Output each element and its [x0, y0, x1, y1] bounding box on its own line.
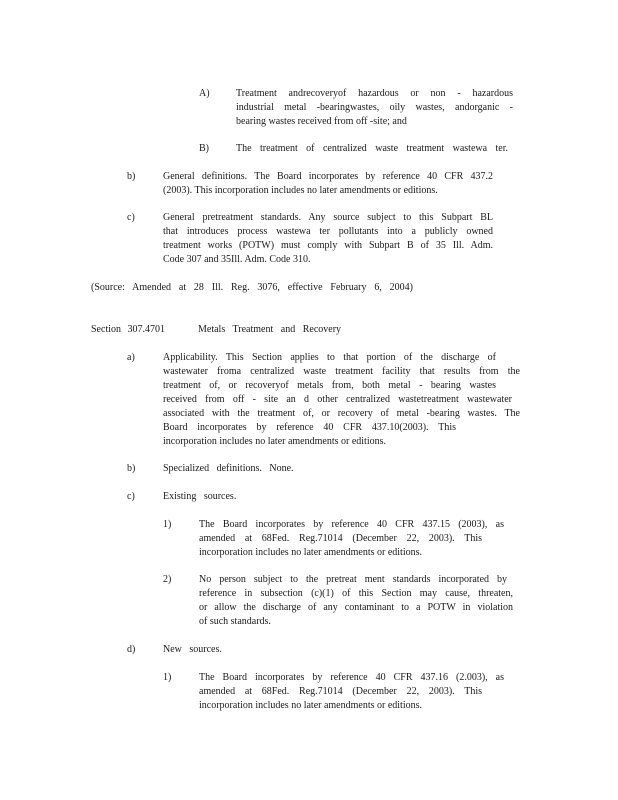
- text-line: incorporation includes no later amendments or editions.: [163, 436, 386, 447]
- text-line: amended at 68Fed. Reg.71014 (December 22, 2003). This: [199, 686, 482, 697]
- text-line: or allow the discharge of any contaminant to a POTW in violation: [199, 602, 513, 613]
- text-line: treatment works (POTW) must comply with Subpart B of 35 Ill. Adm.: [163, 240, 493, 251]
- paragraph-text-d1: [199, 671, 504, 713]
- item-label-A: A): [199, 88, 210, 99]
- subsection-label-d: d): [127, 644, 136, 655]
- subsection-label-b: b): [127, 463, 136, 474]
- section-title: Metals Treatment and Recovery: [198, 324, 342, 335]
- text-line: New sources.: [163, 644, 222, 655]
- text-line: bearing wastes received from off -site; and: [236, 116, 407, 127]
- text-line: of such standards.: [199, 616, 271, 627]
- text-line: wastewater froma centralized waste treatment facility that results from the: [163, 366, 520, 377]
- text-line: Specialized definitions. None.: [163, 463, 294, 474]
- section-number: Section 307.4701: [91, 324, 165, 335]
- subsection-label-c: c): [127, 491, 135, 502]
- subsection-text-d: [163, 643, 222, 657]
- text-line: received from off - site an d other centralized wastetreatment wastewater: [163, 394, 512, 405]
- subsection-text-c: [163, 490, 236, 504]
- text-line: incorporation includes no later amendments or editions.: [199, 547, 422, 558]
- text-line: treatment of, or recoveryof metals from, both metal - bearing wastes: [163, 380, 496, 391]
- text-line: Treatment andrecoveryof hazardous or non - hazardous: [236, 88, 513, 99]
- item-text-B: [236, 142, 508, 156]
- text-line: No person subject to the pretreat ment standards incorporated by: [199, 574, 507, 585]
- text-line: Board incorporates by reference 40 CFR 437.10(2003). This: [163, 422, 456, 433]
- subsection-text-b: [163, 462, 294, 476]
- item-label-c: c): [127, 212, 135, 223]
- item-text-c: [163, 211, 493, 267]
- paragraph-text-c2: [199, 573, 513, 629]
- item-text-b: [163, 170, 493, 198]
- text-line: Applicability. This Section applies to that portion of the discharge of: [163, 352, 496, 363]
- item-label-b: b): [127, 171, 136, 182]
- text-line: General definitions. The Board incorporates by reference 40 CFR 437.2: [163, 171, 493, 182]
- paragraph-label-d1: 1): [163, 672, 172, 683]
- text-line: Existing sources.: [163, 491, 237, 502]
- text-line: that introduces process wastewa ter pollutants into a publicly owned: [163, 226, 493, 237]
- subsection-label-a: a): [127, 352, 135, 363]
- paragraph-label-c2: 2): [163, 574, 172, 585]
- source-note-text: (Source: Amended at 28 Ill. Reg. 3076, effective February 6, 2004): [91, 282, 413, 293]
- text-line: The Board incorporates by reference 40 CFR 437.15 (2003), as: [199, 519, 504, 530]
- text-line: amended at 68Fed. Reg.71014 (December 22, 2003). This: [199, 533, 482, 544]
- text-line: industrial metal -bearingwastes, oily wastes, andorganic -: [236, 102, 513, 113]
- text-line: incorporation includes no later amendments or editions.: [199, 700, 422, 711]
- subsection-text-a: [163, 351, 520, 449]
- text-line: associated with the treatment of, or recovery of metal -bearing wastes. The: [163, 408, 520, 419]
- source-note: [91, 281, 413, 295]
- text-line: Code 307 and 35Ill. Adm. Code 310.: [163, 254, 311, 265]
- paragraph-text-c1: [199, 518, 504, 560]
- item-text-A: [236, 87, 513, 129]
- text-line: (2003). This incorporation includes no later amendments or editions.: [163, 185, 438, 196]
- item-label-B: B): [199, 143, 209, 154]
- paragraph-label-c1: 1): [163, 519, 172, 530]
- text-line: The treatment of centralized waste treatment wastewa ter.: [236, 143, 508, 154]
- text-line: The Board incorporates by reference 40 CFR 437.16 (2.003), as: [199, 672, 504, 683]
- text-line: reference in subsection (c)(1) of this Section may cause, threaten,: [199, 588, 513, 599]
- text-line: General pretreatment standards. Any source subject to this Subpart BL: [163, 212, 493, 223]
